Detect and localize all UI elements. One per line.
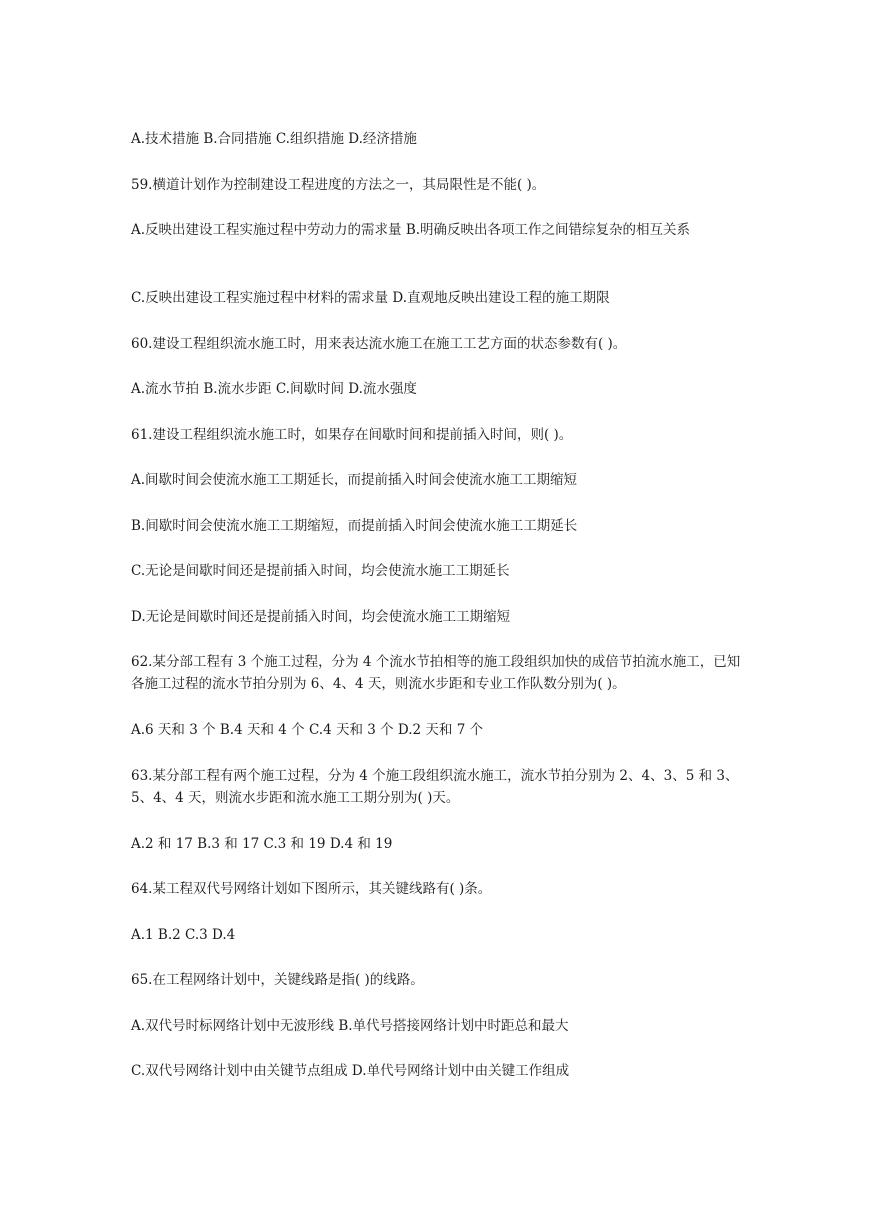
option-61-b: B.间歇时间会使流水施工工期缩短，而提前插入时间会使流水施工工期延长 <box>131 518 578 534</box>
options-58: A.技术措施 B.合同措施 C.组织措施 D.经济措施 <box>131 131 417 147</box>
options-59-cd: C.反映出建设工程实施过程中材料的需求量 D.直观地反映出建设工程的施工期限 <box>131 290 610 306</box>
option-61-c: C.无论是间歇时间还是提前插入时间，均会使流水施工工期延长 <box>131 563 510 579</box>
options-60: A.流水节拍 B.流水步距 C.间歇时间 D.流水强度 <box>131 381 417 397</box>
question-62: 62.某分部工程有 3 个施工过程，分为 4 个流水节拍相等的施工段组织加快的成倍节拍流水施工，已知各施工过程的流水节拍分别为 6、4、4 天，则流水步距和专业工作队数分别为( )。 <box>131 654 741 692</box>
question-60: 60.建设工程组织流水施工时，用来表达流水施工在施工工艺方面的状态参数有( )。 <box>131 336 627 352</box>
question-64: 64.某工程双代号网络计划如下图所示，其关键线路有( )条。 <box>131 881 492 897</box>
options-62: A.6 天和 3 个 B.4 天和 4 个 C.4 天和 3 个 D.2 天和 7 个 <box>131 722 484 738</box>
question-63: 63.某分部工程有两个施工过程，分为 4 个施工段组织流水施工，流水节拍分别为 2、4、3、5 和 3、5、4、4 天，则流水步距和流水施工工期分别为( )天。 <box>131 768 739 806</box>
question-59: 59.横道计划作为控制建设工程进度的方法之一，其局限性是不能( )。 <box>131 177 546 193</box>
options-63: A.2 和 17 B.3 和 17 C.3 和 19 D.4 和 19 <box>131 836 393 852</box>
options-59-ab: A.反映出建设工程实施过程中劳动力的需求量 B.明确反映出各项工作之间错综复杂的相互关系 <box>131 222 691 238</box>
question-65: 65.在工程网络计划中，关键线路是指( )的线路。 <box>131 972 424 988</box>
question-61: 61.建设工程组织流水施工时，如果存在间歇时间和提前插入时间，则( )。 <box>131 427 573 443</box>
option-61-d: D.无论是间歇时间还是提前插入时间，均会使流水施工工期缩短 <box>131 609 511 625</box>
option-61-a: A.间歇时间会使流水施工工期延长，而提前插入时间会使流水施工工期缩短 <box>131 472 578 488</box>
options-64: A.1 B.2 C.3 D.4 <box>131 927 236 943</box>
options-65-cd: C.双代号网络计划中由关键节点组成 D.单代号网络计划中由关键工作组成 <box>131 1063 570 1079</box>
options-65-ab: A.双代号时标网络计划中无波形线 B.单代号搭接网络计划中时距总和最大 <box>131 1018 569 1034</box>
